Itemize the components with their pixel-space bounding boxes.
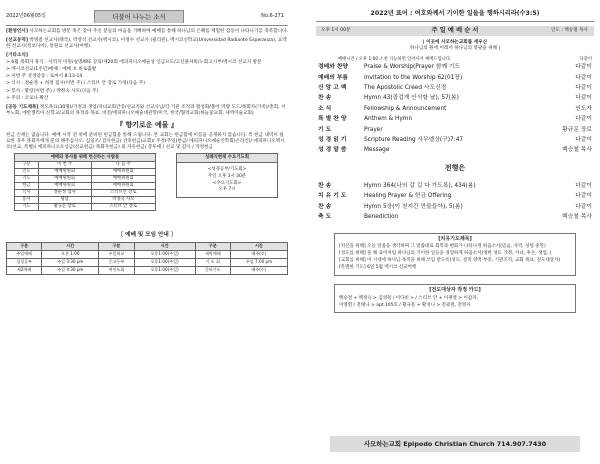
prelude-note: 예배시간 / 오후 1:00 소천 기능하면 일어서서 예배드립니다. xyxy=(338,57,452,63)
liturgy-item-leader: 백승철 목사 xyxy=(562,214,592,221)
liturgy-item-leader: 다같이 xyxy=(575,116,592,123)
liturgy-item xyxy=(316,64,594,74)
evangelism-card-line: 이영렬 / 전태나 > apt 105호 / 황규문 + 황치니 > 전광철, 전영자 xyxy=(339,302,471,308)
prayer-block xyxy=(6,105,288,117)
table-header: 구분 xyxy=(195,242,230,250)
liturgy-item-content: Praise & Worship(Prayer 함께 기도 xyxy=(364,64,461,71)
service-time: 오후 1시 00분 xyxy=(321,28,351,34)
call-verse xyxy=(316,40,594,52)
welcome-text: 사모하는교회를 방문 혹은 찾아 주신 분들의 마음을 기뻐하며 예배를 통해 하나님의 은혜를 체험한 감동이 나타나기를 축복합니다. xyxy=(29,29,288,34)
table-cell: 오후 1:00 xyxy=(42,250,99,258)
healing-prayer-line: [치신을 위해] 오늘 말씀을 생각하며 그 말씀대로 회복과 변화가 나타나게 하옵소서(믿음, 사역, 성령 충만) xyxy=(339,244,546,250)
prayer-text: 정도목표(30명)/가정과 생업/자녀교회간증/선교지와 선교사님/각 기관 조직과 활성화/볼어 역량 도드/목회자(가족)/총회, 서부노회, 에반젤리아 신학교/교회의 목적과 목표, 비전/에피파니오예술대관학/미국, 한국/협력교회(하늘꽃교회, 새벽이슬교회) xyxy=(6,104,286,116)
liturgy-column xyxy=(316,10,594,456)
liturgy-item-content: Prayer xyxy=(364,126,383,133)
liturgy-item-leader: 다같이 xyxy=(575,137,592,144)
news-tab-title: 더불어 나누는 소식 xyxy=(94,10,184,23)
table-cell: 새벽예배 xyxy=(195,250,230,258)
misc-item: > 이번 주 성경암송 : 로마서 8:13-14 xyxy=(6,74,83,80)
table-header: 구분 xyxy=(7,242,42,250)
liturgy-item xyxy=(316,127,594,137)
schedule-table xyxy=(6,242,288,275)
mission-block xyxy=(6,38,288,50)
issue-number: No.6-271 xyxy=(261,13,284,19)
table-row xyxy=(7,266,288,274)
news-column xyxy=(6,10,288,456)
table-cell: 예배위원회 xyxy=(91,183,155,190)
table-cell: 예배위원회 xyxy=(38,169,91,176)
table-header: 시간 xyxy=(230,242,287,250)
liturgy-item xyxy=(316,106,594,116)
table-cell: 성경공부 xyxy=(7,258,42,266)
year-motto: 2022년 표어 : 여호와께서 기이한 일들을 행하시리라(수3:5) xyxy=(316,10,594,22)
liturgy-item xyxy=(316,193,594,203)
bible-study-caption: 성례식현재 수요기도회 xyxy=(177,154,277,163)
table-cell: 오후1:00(주일) xyxy=(134,258,195,266)
table-header: 다 음 주 xyxy=(91,162,155,169)
prelude-leader: 다같이 xyxy=(579,57,592,63)
news-header xyxy=(6,10,288,26)
table-row xyxy=(15,176,156,183)
table-cell: 정순정 집사 xyxy=(38,190,91,197)
table-header: 구분 xyxy=(99,242,134,250)
liturgy-item xyxy=(316,147,594,157)
liturgy-list xyxy=(316,57,594,224)
table-row xyxy=(15,197,156,204)
table-cell: 박정숙 사모 xyxy=(91,197,155,204)
liturgy-item-leader: 다같이 xyxy=(575,74,592,81)
misc-item: > 멕시코선교(1주년)예배 : 예배 초 바로출발 xyxy=(6,67,97,73)
misc-block xyxy=(6,53,288,101)
liturgy-item-content: Anthem & Hymn xyxy=(364,116,413,123)
evangelism-card-title: [전도대상자 작정 카드] xyxy=(429,286,481,293)
liturgy-item-name: 찬 송 xyxy=(318,183,332,190)
table-cell: 제2예배 xyxy=(7,266,42,274)
liturgy-item xyxy=(316,75,594,85)
table-cell: 기도 xyxy=(15,176,39,183)
table-cell: 스티브 안 장로 xyxy=(91,204,155,211)
table-cell: 기도 xyxy=(15,204,39,211)
table-cell: 봉사 xyxy=(15,197,39,204)
bulletin-date: 2022년06월05일 xyxy=(6,13,46,19)
order-of-worship-bar xyxy=(316,26,594,36)
evangelism-card-line: 백승철 + 백정숙 > 김영원 / 이다비 > / 스티브 안 + 이재영 > 이갑자, xyxy=(339,295,478,301)
liturgy-item-content: Hymn 43(즐겁게 안식할 날), 57(봄) xyxy=(364,95,459,102)
table-header: 구분 xyxy=(15,162,39,169)
welcome-block xyxy=(6,29,288,35)
bible-study-time: 주일 오후 3시 30분 xyxy=(207,173,247,179)
liturgy-item-content: Healing Prayer & 헌금 Offering xyxy=(364,193,452,200)
table-cell: 오후1:00(주일) xyxy=(134,266,195,274)
liturgy-item-name: 특 별 찬 양 xyxy=(318,116,347,123)
liturgy-item-content: Invitation to the Worship 62(01장) xyxy=(364,74,463,81)
call-line: 하나님의 원에 이레서 하나님의 영광을 위해 | xyxy=(409,46,501,52)
liturgy-item-leader: 다같이 xyxy=(575,64,592,71)
table-cell: 주일 4:30 pm xyxy=(42,266,99,274)
prayer-head: [공동 기도제목] xyxy=(6,104,39,110)
liturgy-item-name: 성 경 읽 기 xyxy=(318,137,347,144)
duty-tables xyxy=(6,153,288,229)
table-cell: 주일 7:00 pm xyxy=(230,258,287,266)
table-cell: 중보기도 xyxy=(195,266,230,274)
healing-prayer-title: [치유기도제목] xyxy=(438,235,472,242)
table-cell: 예배위원회 xyxy=(38,183,91,190)
liturgy-item xyxy=(316,183,594,193)
liturgy-item-content: Fellowship & Announcement xyxy=(364,105,447,112)
misc-item: > 주의 : 코로나 확산 xyxy=(6,95,49,101)
liturgy-item-leader: 다같이 xyxy=(575,193,592,200)
liturgy-item xyxy=(316,214,594,224)
table-cell: 오후1:00(주일) xyxy=(134,250,195,258)
mission-text: 박병걸 선교사(태국), 박영석 선교사(멕시코), 이정수 선교사 (필리핀), 멕시코신학교(Universidad Radiante Esperanza), 요엑한 선교사(킹보다아), 통원요 선교사(여행). xyxy=(6,38,287,50)
liturgy-item-leader: 백승철 목사 xyxy=(562,147,592,154)
liturgy-item-content: Message xyxy=(364,147,390,154)
table-row xyxy=(15,169,156,176)
offering-paragraph: 헌금 손세는 없습니다. 예배 시작 전 위에 준비된 헌금함을 통해 드립니다. 본 교회는 헌금함에 이름을 공개하지 않습니다. 특 헌금 내역이 필요한 경우 목회자에게 문의 해주십시오. 십일조/ 감사헌금/ 건축헌금(교회)/ 주정(주일)헌금/ 에피파니오예술인학회(온라인)/ 에피파니오멕시코(선교, 특별)/ 에피파니오포상금(선교헌금/ 목회자헌금) 외 자유헌금/ 봉투에 / 선교 및 감사 / 작정헌금 xyxy=(6,132,285,151)
evangelism-card-box xyxy=(334,284,576,313)
table-cell: 여전도회 xyxy=(99,266,134,274)
liturgy-item xyxy=(316,204,594,214)
welcome-head: [환영인사] xyxy=(6,29,28,34)
offering-text xyxy=(6,133,288,151)
sermon-title: 전행은 xyxy=(444,163,466,172)
service-table-caption: 예배와 봉사를 위해 헌신하는 사람들 xyxy=(15,154,156,162)
liturgy-item xyxy=(316,95,594,105)
liturgy-item-name: 성 경 말 씀 xyxy=(318,147,347,154)
liturgy-item-name: 기 도 xyxy=(318,126,332,133)
liturgy-item-leader: 다같이 xyxy=(575,85,592,92)
table-cell: 중고등부 xyxy=(99,258,134,266)
liturgy-item-content: Benediction xyxy=(364,214,399,221)
service-leader: 인도 : 백승철 목사 xyxy=(551,28,588,34)
liturgy-item-content: Hymn 364(나의 갈 길 다 가도록), 434(봄) xyxy=(364,183,476,190)
liturgy-item-name: 축 도 xyxy=(318,214,332,221)
bible-study-title: <성경공부/기도회> xyxy=(207,166,247,172)
liturgy-item-name: 찬 송 xyxy=(318,203,332,210)
table-row xyxy=(7,250,288,258)
schedule-title: 〔 예배 및 모임 안내 〕 xyxy=(117,232,177,239)
service-duty-table xyxy=(14,153,156,211)
bible-study-box xyxy=(176,153,278,198)
table-header: 시간 xyxy=(134,242,195,250)
liturgy-item-name: 경배와 찬양 xyxy=(318,64,349,71)
liturgy-item-content: Hymn 5장(이 천지간 만물들아), 5(봄) xyxy=(364,203,463,210)
table-cell: 예배위원회 xyxy=(38,176,91,183)
wednesday-prayer-time: 오후 7시 xyxy=(218,187,236,193)
church-footer: 사모하는교회 Epipodo Christian Church 714.907.7430 xyxy=(330,436,580,452)
table-row xyxy=(7,258,288,266)
table-cell: 식사 xyxy=(15,190,39,197)
misc-head: [기타소식] xyxy=(6,53,28,59)
liturgy-item-leader: 황규문 장로 xyxy=(562,126,592,133)
table-cell: 스티브안 장로 xyxy=(91,190,155,197)
liturgy-item-name: 치 유 기 도 xyxy=(318,193,347,200)
misc-item: > 6월 목회자 휴식 : 사역자 미팅/실명/IRE 강의/제20회 에피파니오예술상 연금포도/고신풀셔워/노회고시부/멕시코 선교지 방문 xyxy=(6,60,262,66)
call-line: | 이곳에 사모하는교회를 세우신 xyxy=(422,40,488,46)
table-cell: 매주(수) xyxy=(230,266,287,274)
liturgy-item-content: Scripture Reading 사무엘상(구)7:47 xyxy=(364,137,464,144)
table-cell: 황랑 xyxy=(38,197,91,204)
liturgy-item-leader: 다같이 xyxy=(575,203,592,210)
table-row xyxy=(15,204,156,211)
table-cell: 주일학교 xyxy=(99,250,134,258)
healing-prayer-line: [특별한 기도] 6일 5월 멕시코 선교여행 xyxy=(339,265,417,271)
table-cell: 기 도 회 xyxy=(195,258,230,266)
liturgy-item xyxy=(316,116,594,126)
table-cell: 인도 xyxy=(15,169,39,176)
misc-item: > 봉사 : 황랑(이번 주) / 박정숙 사모(다음 주) xyxy=(6,88,99,94)
liturgy-item xyxy=(316,137,594,147)
misc-item: > 식사 : 정순정 + 희정 집사(이번 주) / 스티브 안 장로 가정(다음 주) xyxy=(6,81,146,87)
liturgy-item-leader: 다같이 xyxy=(575,183,592,190)
table-cell: 매주(토) xyxy=(230,250,287,258)
table-cell: 예배위원회 xyxy=(91,169,155,176)
liturgy-item xyxy=(316,85,594,95)
table-header: 이 번 주 xyxy=(38,162,91,169)
table-row xyxy=(15,190,156,197)
liturgy-item-leader: 인도자 xyxy=(575,105,592,112)
liturgy-item-name: 신 앙 고 백 xyxy=(318,85,347,92)
table-cell: 주일예배 xyxy=(7,250,42,258)
healing-prayer-line: [성도를 위해] 올 해 표어처럼 하나님의 기이한 일들을 경험하게 하옵소서(영한 성도 가정, 자녀, 후손, 생업, ) xyxy=(339,251,552,257)
healing-prayer-box xyxy=(334,233,576,276)
table-header: 시간 xyxy=(42,242,99,250)
liturgy-item-name: 예배의 부름 xyxy=(318,74,349,81)
liturgy-item-content: The Apostolic Creed 사도신경 xyxy=(364,85,447,92)
liturgy-item-leader: 다같이 xyxy=(575,95,592,102)
table-cell: 헌금 xyxy=(15,183,39,190)
liturgy-item-name: 소 식 xyxy=(318,105,332,112)
healing-prayer-line: [교회를 위해] 이 시대에 하나님 목적을 위해 쓰임 받도록(성도, 질적 양적 부흥, 기관조직, 교회 목표, 전도대상자) xyxy=(339,258,561,264)
table-cell: 황규문 장로 xyxy=(38,204,91,211)
order-of-worship-title: 주 일 예 배 순 서 xyxy=(431,27,479,35)
table-row xyxy=(15,183,156,190)
table-cell: 예배위원회 xyxy=(91,176,155,183)
offering-heading: 『 향기로운 예물 』 xyxy=(116,120,178,129)
table-cell: 주일 3:30 pm xyxy=(42,258,99,266)
wednesday-prayer-title: <수요기도회> xyxy=(212,180,242,186)
liturgy-item-name: 찬 송 xyxy=(318,95,332,102)
mission-head: [선교동역] xyxy=(6,38,28,44)
